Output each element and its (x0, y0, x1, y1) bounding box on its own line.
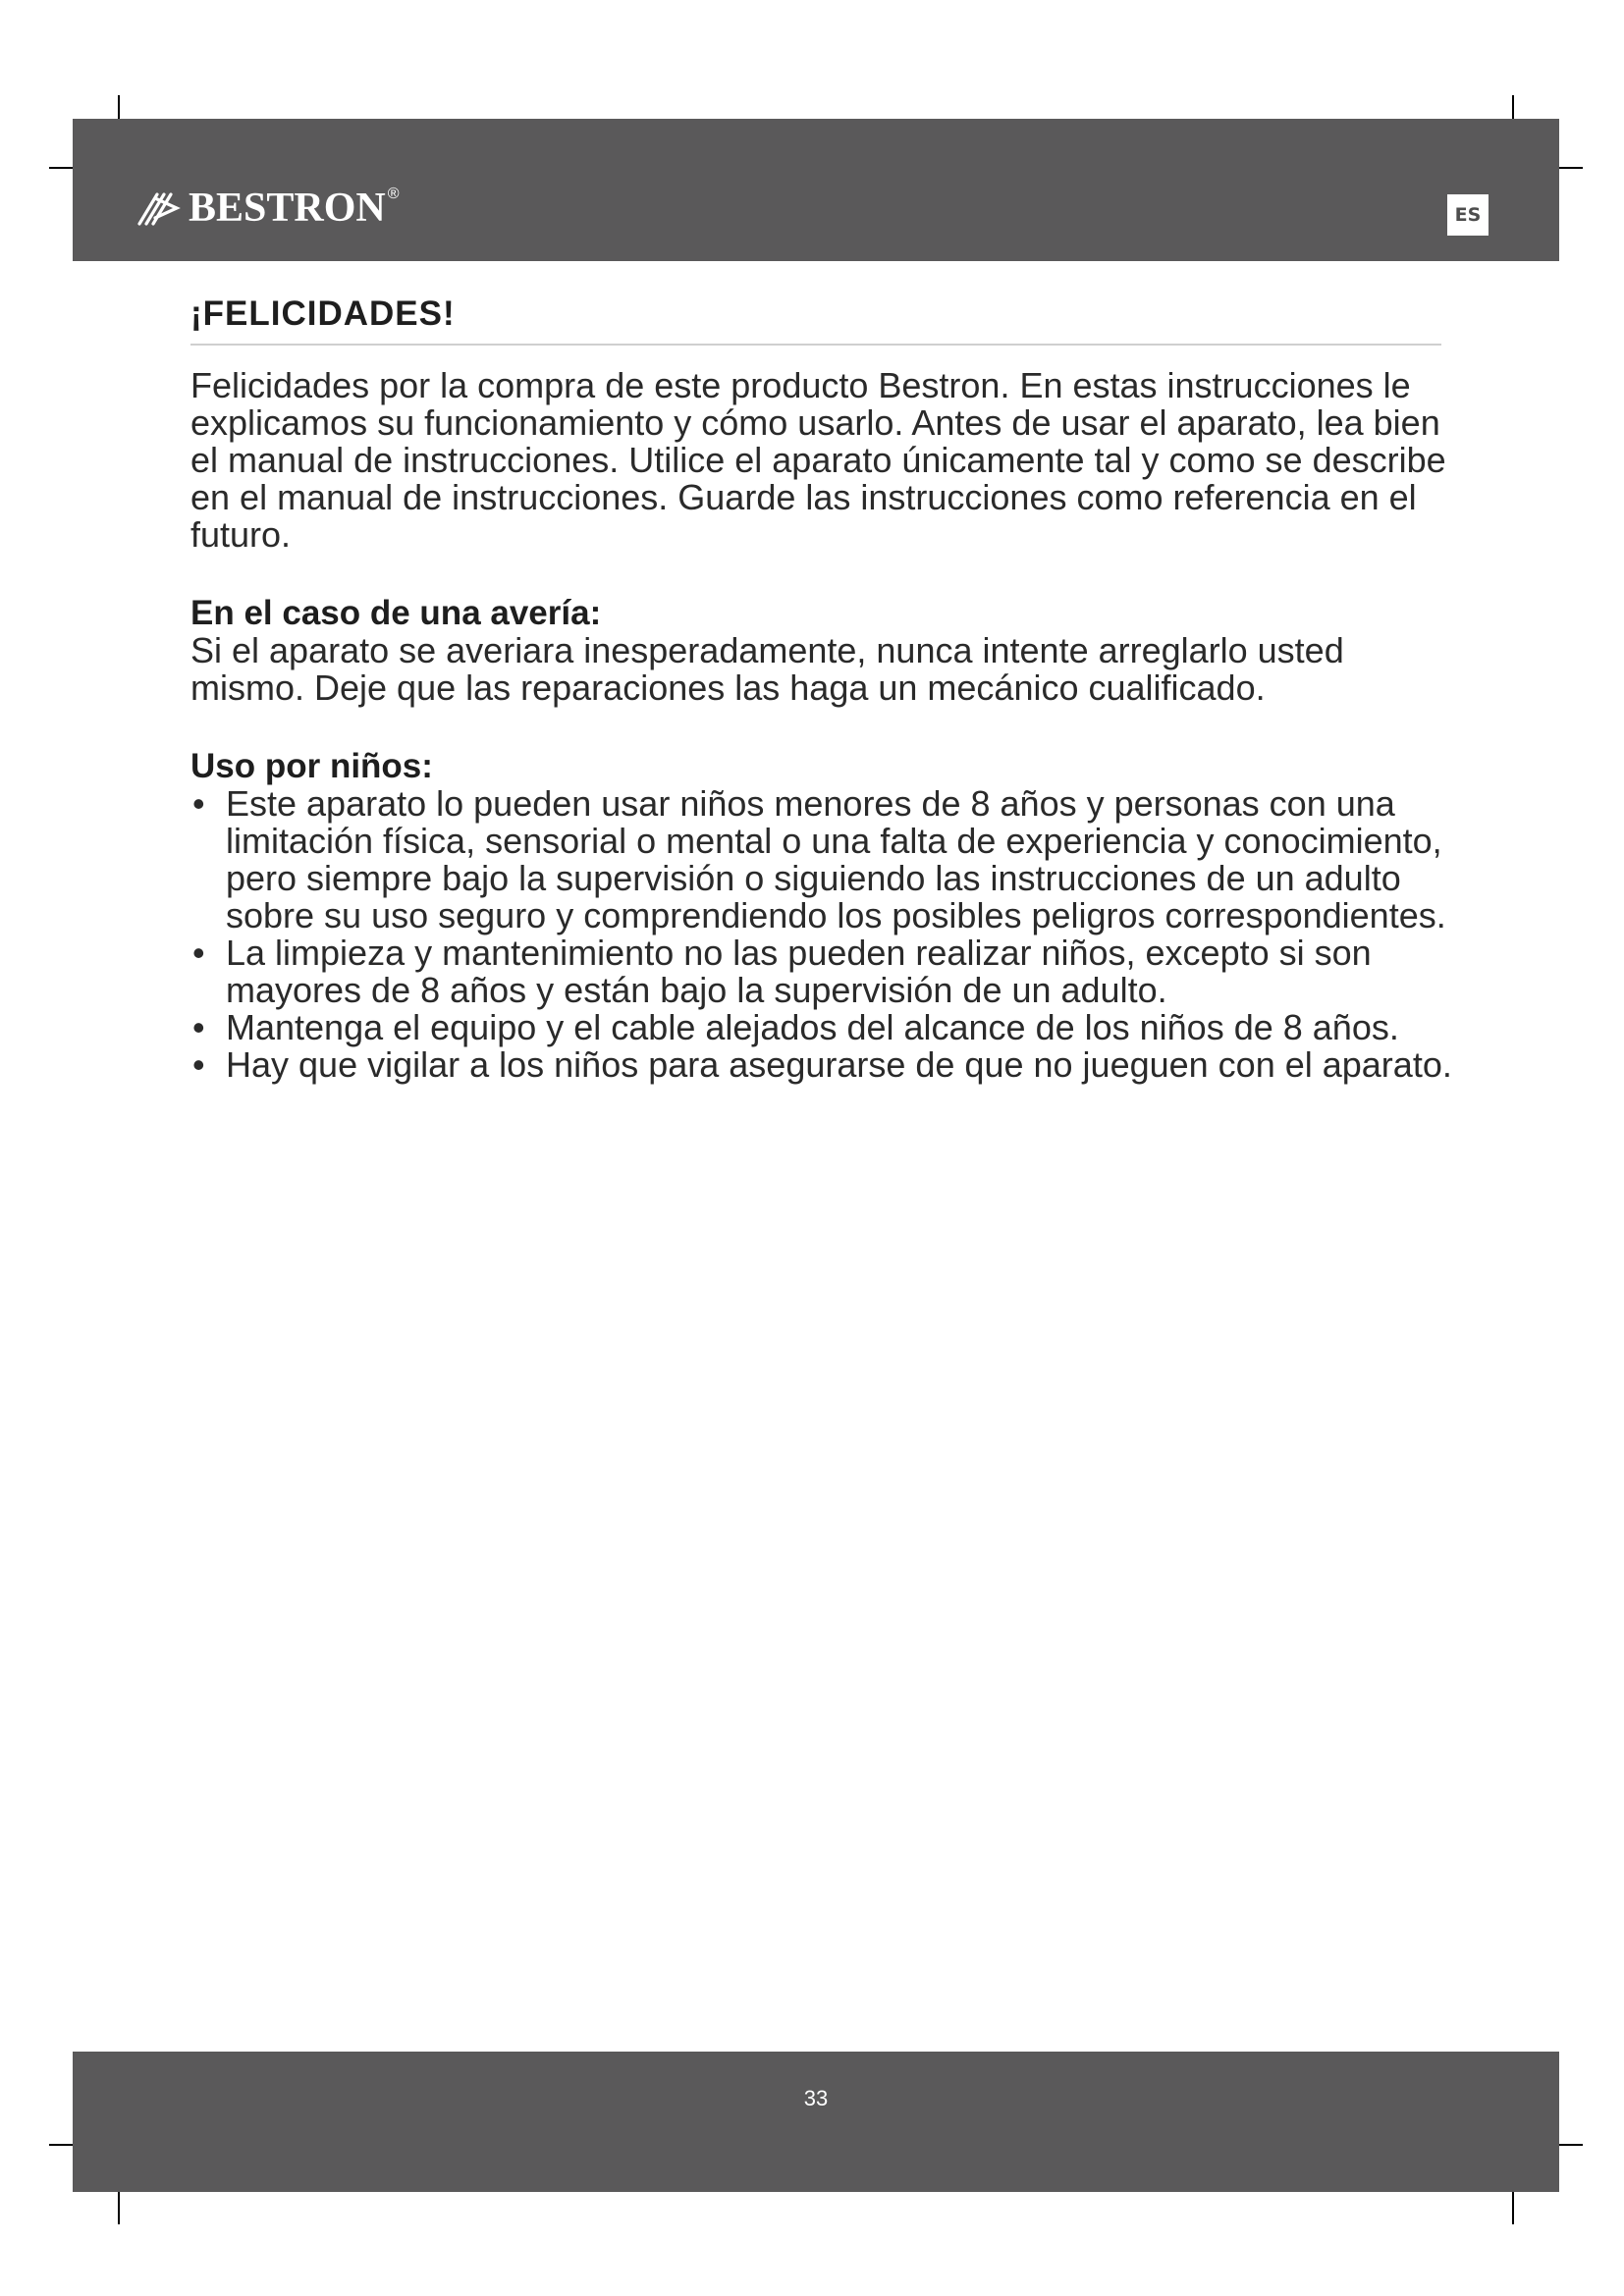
bullet-icon: • (192, 783, 205, 824)
bullet-icon: • (192, 933, 205, 973)
list-item (190, 1009, 1467, 1046)
bullet-icon: • (192, 1007, 205, 1047)
list-item-text: La limpieza y mantenimiento no las pueden realizar niños, excepto si son mayores de 8 años y están bajo la supervisión de un adulto. (226, 933, 1372, 1010)
list-item (190, 785, 1467, 934)
children-bullet-list (190, 785, 1467, 1084)
section-heading-breakdown: En el caso de una avería: (190, 594, 602, 632)
page-footer (73, 2052, 1559, 2192)
list-item-text: Este aparato lo pueden usar niños menores de 8 años y personas con una limitación física, sensorial o mental o una falta de experiencia y conocimiento, pero siempre bajo la supervisión o siguiendo las instrucciones de un adulto sobre su uso seguro y comprendiendo los posibles peligros correspondientes. (226, 783, 1446, 935)
intro-paragraph: Felicidades por la compra de este producto Bestron. En estas instrucciones le explicamos su funcionamiento y cómo usarlo. Antes de usar el aparato, lea bien el manual de instrucciones. Utilice el aparato únicamente tal y como se describe en el manual de instrucciones. Guarde las instrucciones como referencia en el futuro. (190, 365, 1446, 555)
language-badge: ES (1447, 194, 1489, 236)
page-title: ¡FELICIDADES! (190, 294, 1441, 346)
section-body-breakdown: Si el aparato se averiara inesperadamente, nunca intente arreglarlo usted mismo. Deje que las reparaciones las haga un mecánico cualificado. (190, 630, 1344, 708)
brand-name: BESTRON (189, 186, 386, 231)
brand-chevrons-icon (137, 188, 183, 228)
page-number: 33 (803, 2086, 829, 2110)
list-item (190, 934, 1467, 1009)
brand-logo (137, 187, 400, 229)
registered-mark: ® (387, 186, 400, 202)
page-header (73, 119, 1559, 261)
section-heading-children: Uso por niños: (190, 747, 433, 785)
main-content (190, 294, 1467, 1084)
list-item-text: Hay que vigilar a los niños para asegurarse de que no jueguen con el aparato. (226, 1044, 1452, 1085)
bullet-icon: • (192, 1044, 205, 1085)
list-item (190, 1046, 1467, 1084)
list-item-text: Mantenga el equipo y el cable alejados del alcance de los niños de 8 años. (226, 1007, 1399, 1047)
